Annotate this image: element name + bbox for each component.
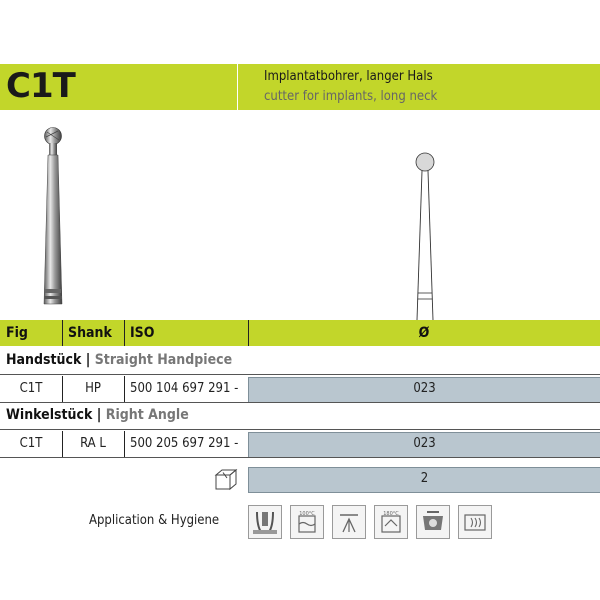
section-title-handpiece: Handstück | Straight Handpiece [6, 352, 233, 368]
header-divider [124, 320, 125, 346]
implant-icon [248, 505, 282, 539]
cell-shank: RA L [80, 436, 106, 451]
row-divider [124, 431, 125, 457]
row-top-line [0, 374, 600, 375]
svg-text:180°C: 180°C [383, 511, 399, 517]
title-divider [237, 64, 238, 110]
package-box-icon [213, 468, 239, 492]
cell-size: 023 [248, 377, 600, 403]
application-label: Application & Hygiene [89, 513, 220, 528]
ultrasonic-icon [458, 505, 492, 539]
cell-fig: C1T [19, 436, 43, 451]
header-fig: Fig [6, 325, 28, 341]
disinfection-icon [290, 505, 324, 539]
header-divider [62, 320, 63, 346]
row-bottom-line [0, 402, 600, 403]
cell-iso: 500 104 697 291 - [130, 381, 239, 396]
autoclave-icon [374, 505, 408, 539]
product-code: C1T [6, 66, 75, 106]
section-title-right-angle: Winkelstück | Right Angle [6, 407, 189, 423]
row-divider [124, 376, 125, 402]
header-diameter: Ø [418, 325, 430, 341]
package-quantity: 2 [248, 467, 600, 493]
bur-photo [38, 126, 68, 312]
row-top-line [0, 429, 600, 430]
header-shank: Shank [68, 325, 112, 341]
description-german: Implantatbohrer, langer Hals [264, 69, 433, 84]
cell-fig: C1T [19, 381, 43, 396]
row-bottom-line [0, 457, 600, 458]
description-english: cutter for implants, long neck [264, 89, 438, 104]
bur-drawing [405, 150, 445, 320]
header-iso: ISO [130, 325, 155, 341]
cell-size: 023 [248, 432, 600, 458]
cell-shank: HP [85, 381, 101, 396]
sterilization-icon [332, 505, 366, 539]
image-area [0, 110, 600, 321]
cleaning-icon [416, 505, 450, 539]
svg-text:100°C: 100°C [299, 511, 315, 517]
cell-iso: 500 205 697 291 - [130, 436, 239, 451]
